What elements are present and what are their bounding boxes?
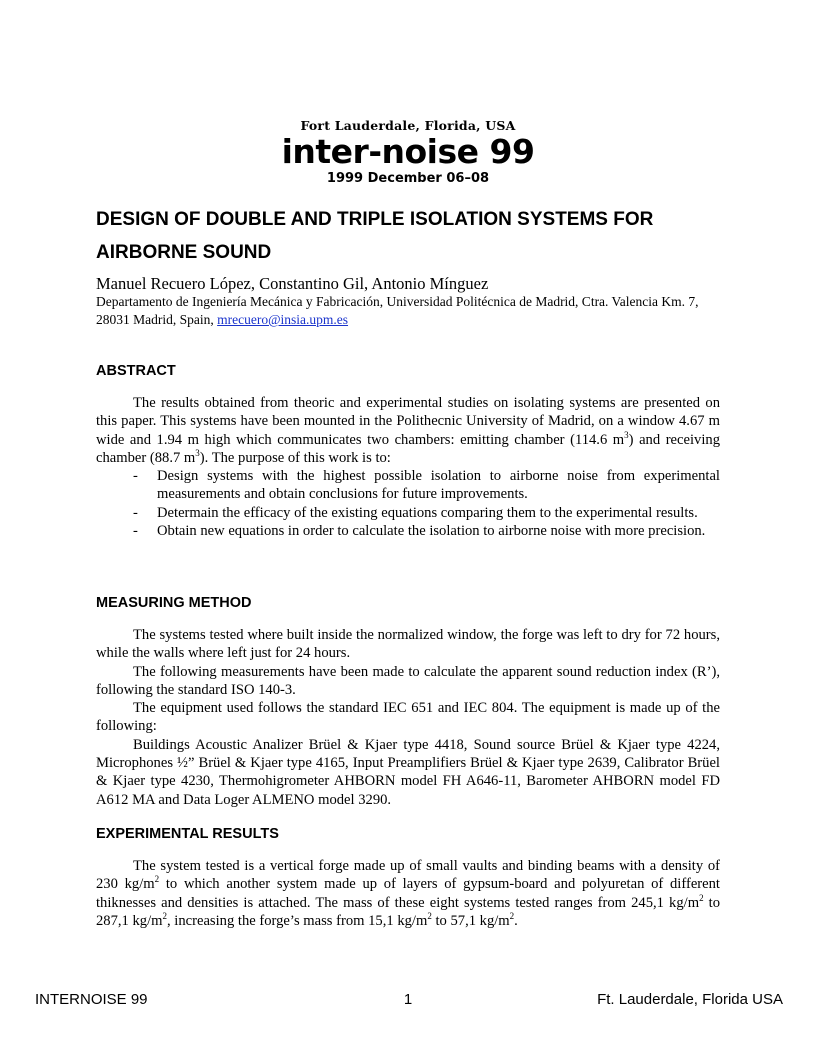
superscript: 2 xyxy=(162,911,167,922)
paragraph: The following measurements have been made to calculate the apparent sound reduction index (R’), following the standard ISO 140-3. xyxy=(96,663,720,698)
conference-dates: 1999 December 06–08 xyxy=(326,171,490,186)
footer-left: INTERNOISE 99 xyxy=(35,991,148,1008)
abstract-heading: ABSTRACT xyxy=(96,363,176,379)
paragraph: The systems tested where built inside the normalized window, the forge was left to dry for 72 hours, while the walls where left just for 24 hours. xyxy=(96,627,720,662)
superscript: 3 xyxy=(624,429,629,440)
abstract-body xyxy=(96,394,720,540)
superscript: 3 xyxy=(195,448,200,459)
footer-right: Ft. Lauderdale, Florida USA xyxy=(597,991,783,1008)
paragraph: Buildings Acoustic Analizer Brüel & Kjaer type 4418, Sound source Brüel & Kjaer type 4224, Microphones ½” Brüel & Kjaer type 4165, Input Preamplifiers Brüel & Kjaer type 2639, Calibrator Brüel & Kjaer type 4230, Thermohigrometer AHBORN model FH A646-11, Barometer AHBORN model FD A612 MA and Data Loger ALMENO model 3290. xyxy=(96,736,720,808)
superscript: 2 xyxy=(699,892,704,903)
list-item: - Determain the efficacy of the existing equations comparing them to the experimental results. xyxy=(133,504,698,521)
bullet-dash: - xyxy=(133,523,138,540)
list-item: - Design systems with the highest possible isolation to airborne noise from experimental measurements and obtain conclusions for future improvements. xyxy=(133,468,720,503)
experimental-results-body xyxy=(96,857,720,930)
superscript: 2 xyxy=(509,911,515,922)
bullet-dash: - xyxy=(133,504,138,521)
conference-location: Fort Lauderdale, Florida, USA xyxy=(300,118,516,133)
experimental-results-heading: EXPERIMENTAL RESULTS xyxy=(96,826,279,842)
abstract-intro: The results obtained from theoric and experimental studies on isolating systems are presented on this paper. This systems have been mounted in the Polithecnic University of Madrid, on a window 4.67 m wide and 1.94 m high which communicates two chambers: emitting chamber (114.6 $m^3$) and receiving chamber (88.7 $m^3$). The purpose of this work is to: xyxy=(96,395,720,466)
email-link[interactable]: mrecuero@insia.upm.es xyxy=(217,312,349,327)
superscript: 2 xyxy=(154,874,160,885)
paragraph: The system tested is a vertical forge made up of small vaults and binding beams with a density of 230 $kg/m^2$ to which another system made up of layers of gypsum-board and polyuretan of different thiknesses and densities is attached. The mass of these eight systems tested ranges from 245,1 $kg/m^2$ to 287,1 $kg/m^2$, increasing the forge’s mass from 15,1 $kg/m^2$ to 57,1 $kg/m^2$. xyxy=(96,858,721,929)
page-number: 1 xyxy=(403,991,413,1008)
affiliation-text: Departamento de Ingeniería Mecánica y Fabricación, Universidad Politécnica de Madrid, Ctra. Valencia Km. 7, 28031 Madrid, Spain, xyxy=(96,294,699,327)
conference-logo: inter-noise 99 xyxy=(281,132,535,171)
paragraph: The equipment used follows the standard IEC 651 and IEC 804. The equipment is made up of the following: xyxy=(96,700,720,735)
list-item: - Obtain new equations in order to calculate the isolation to airborne noise with more precision. xyxy=(133,523,706,540)
measuring-method-heading: MEASURING METHOD xyxy=(96,595,252,611)
authors: Manuel Recuero López, Constantino Gil, Antonio Mínguez xyxy=(96,274,489,293)
affiliation xyxy=(96,293,721,329)
paper-title: DESIGN OF DOUBLE AND TRIPLE ISOLATION SYSTEMS FOR AIRBORNE SOUND xyxy=(96,209,654,263)
measuring-method-body xyxy=(96,626,720,809)
bullet-dash: - xyxy=(133,468,138,485)
superscript: 2 xyxy=(427,911,432,922)
purpose-list xyxy=(96,467,720,540)
